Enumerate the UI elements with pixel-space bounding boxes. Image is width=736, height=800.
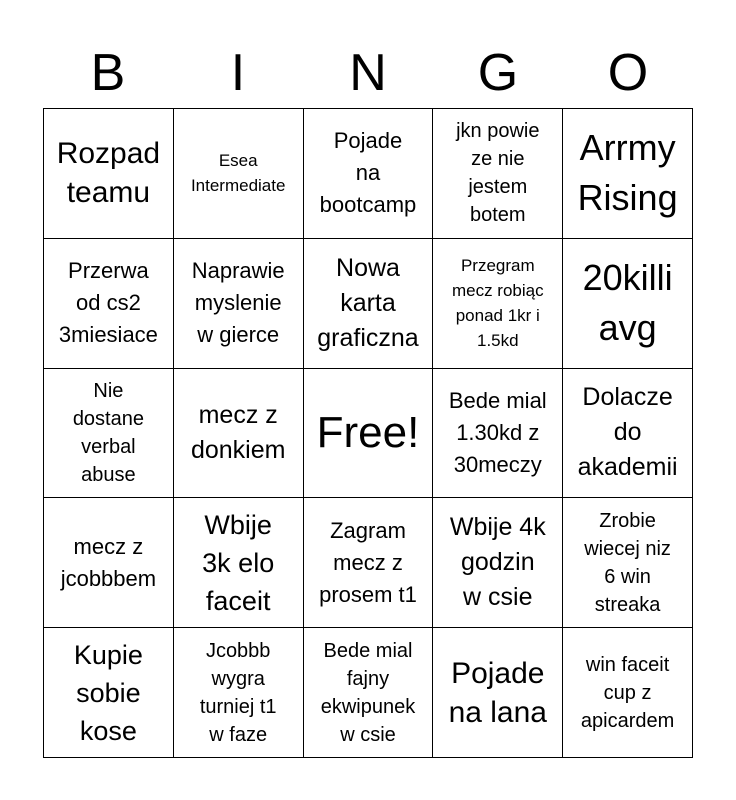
cell-text: win faceit cup z apicardem bbox=[580, 653, 675, 732]
cell-text: mecz z donkiem bbox=[190, 400, 286, 464]
cell-text: Arrmy Rising bbox=[577, 127, 678, 219]
cell-text: Wbije 4k godzin w csie bbox=[449, 513, 546, 612]
cell-text: Nowa karta graficzna bbox=[317, 253, 419, 352]
header-letter-i: I bbox=[230, 44, 246, 102]
bingo-cell[interactable] bbox=[433, 239, 563, 369]
cell-text: Rozpad teamu bbox=[56, 137, 161, 210]
bingo-grid bbox=[43, 108, 693, 758]
bingo-cell[interactable] bbox=[174, 628, 304, 758]
bingo-cell[interactable] bbox=[174, 369, 304, 499]
bingo-cell[interactable] bbox=[433, 369, 563, 499]
bingo-cell[interactable] bbox=[44, 498, 174, 628]
bingo-header bbox=[43, 38, 693, 108]
bingo-cell[interactable] bbox=[44, 628, 174, 758]
bingo-cell[interactable] bbox=[174, 239, 304, 369]
bingo-cell[interactable] bbox=[433, 628, 563, 758]
bingo-cell[interactable] bbox=[304, 239, 434, 369]
bingo-cell[interactable] bbox=[433, 498, 563, 628]
cell-text: Kupie sobie kose bbox=[73, 639, 143, 746]
cell-text: Zagram mecz z prosem t1 bbox=[319, 517, 417, 607]
header-letter-g: G bbox=[477, 44, 519, 102]
bingo-cell[interactable] bbox=[563, 109, 693, 239]
bingo-cell[interactable] bbox=[563, 628, 693, 758]
cell-text: mecz z jcobbbem bbox=[60, 533, 157, 591]
bingo-cell free-space[interactable] bbox=[304, 369, 434, 499]
cell-text: Jcobbb wygra turniej t1 w faze bbox=[199, 639, 277, 746]
cell-text: Bede mial 1.30kd z 30meczy bbox=[448, 387, 547, 477]
bingo-cell[interactable] bbox=[44, 109, 174, 239]
bingo-cell[interactable] bbox=[563, 239, 693, 369]
bingo-cell[interactable] bbox=[433, 109, 563, 239]
cell-text: Dolacze do akademii bbox=[577, 383, 678, 482]
cell-text: Przerwa od cs2 3miesiace bbox=[58, 258, 158, 348]
cell-text: Pojade na lana bbox=[448, 656, 547, 729]
cell-text: Przegram mecz robiąc ponad 1kr i 1.5kd bbox=[451, 256, 544, 351]
cell-text: jkn powie ze nie jestem botem bbox=[456, 120, 540, 227]
cell-text: 20killi avg bbox=[582, 257, 673, 349]
free-space-text: Free! bbox=[316, 407, 420, 457]
cell-text: Zrobie wiecej niz 6 win streaka bbox=[584, 509, 671, 616]
bingo-cell[interactable] bbox=[44, 369, 174, 499]
header-letter-o: O bbox=[607, 44, 649, 102]
cell-text: Naprawie myslenie w gierce bbox=[191, 258, 285, 348]
cell-text: Esea Intermediate bbox=[190, 151, 286, 196]
bingo-cell[interactable] bbox=[304, 109, 434, 239]
bingo-cell[interactable] bbox=[174, 109, 304, 239]
cell-text: Wbije 3k elo faceit bbox=[202, 509, 275, 616]
cell-text: Pojade na bootcamp bbox=[319, 128, 417, 218]
header-letter-n: N bbox=[349, 44, 387, 102]
bingo-cell[interactable] bbox=[563, 498, 693, 628]
bingo-cell[interactable] bbox=[174, 498, 304, 628]
header-letter-b: B bbox=[90, 44, 126, 102]
bingo-cell[interactable] bbox=[563, 369, 693, 499]
cell-text: Nie dostane verbal abuse bbox=[72, 379, 144, 486]
bingo-cell[interactable] bbox=[304, 628, 434, 758]
bingo-cell[interactable] bbox=[304, 498, 434, 628]
cell-text: Bede mial fajny ekwipunek w csie bbox=[320, 639, 416, 746]
bingo-cell[interactable] bbox=[44, 239, 174, 369]
